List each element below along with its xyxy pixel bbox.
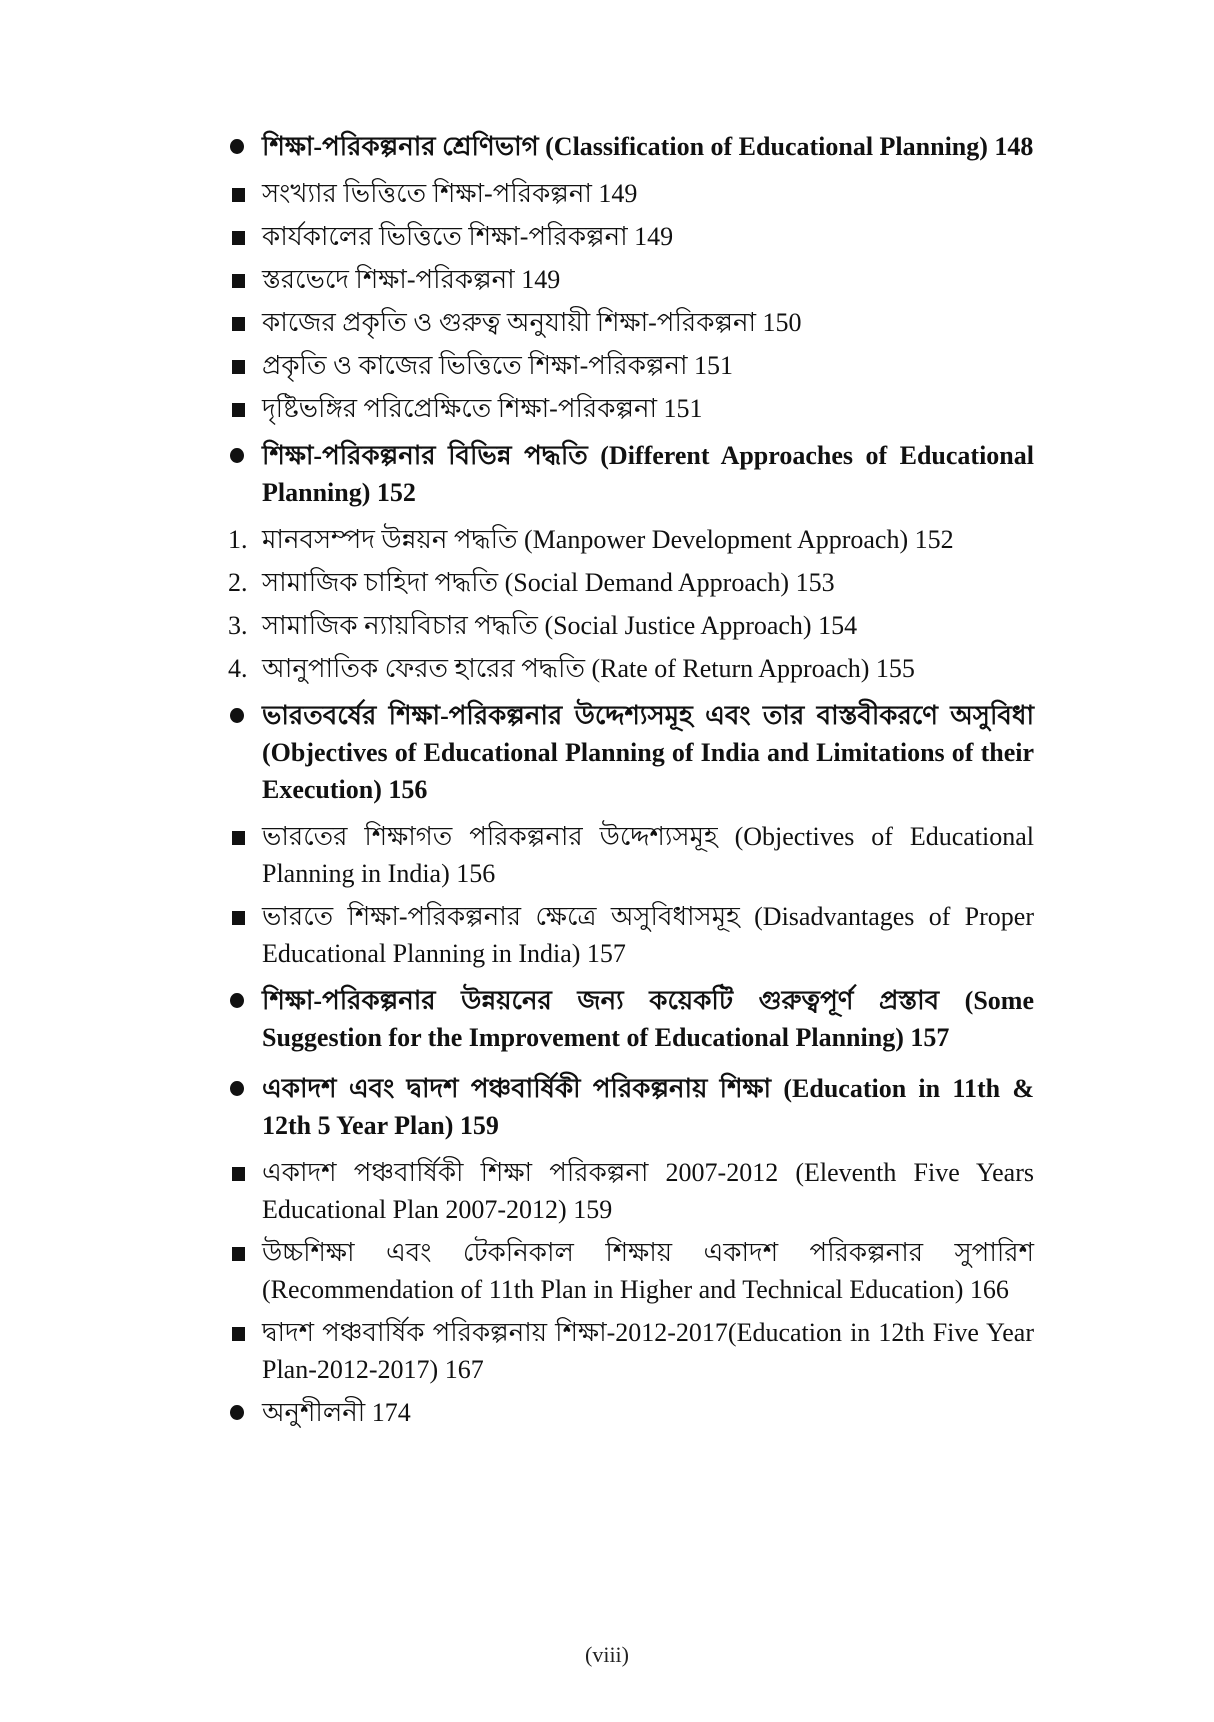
toc-section-title: শিক্ষা-পরিকল্পনার শ্রেণিভাগ (Classification of Educational Planning) 148 [262, 132, 1034, 161]
bullet-icon [230, 1081, 244, 1096]
square-bullet-icon [232, 911, 245, 925]
toc-subsection-list [228, 175, 1034, 427]
toc-subsection-list [228, 1154, 1034, 1388]
toc-subsection [228, 564, 1034, 601]
toc-subsection [228, 1314, 1034, 1388]
toc-section [228, 437, 1034, 511]
toc-subsection [228, 218, 1034, 255]
toc-subsection [228, 521, 1034, 558]
toc-section-title: শিক্ষা-পরিকল্পনার বিভিন্ন পদ্ধতি (Different Approaches of Educational Planning) 152 [262, 441, 1034, 507]
toc-subsection-title: স্তরভেদে শিক্ষা-পরিকল্পনা 149 [262, 265, 561, 294]
toc-section [228, 697, 1034, 808]
toc-section-title: ভারতবর্ষের শিক্ষা-পরিকল্পনার উদ্দেশ্যসমূহ এবং তার বাস্তবীকরণে অসুবিধা (Objectives of Educational Planning of India and Limitations of their Execution) 156 [262, 701, 1034, 804]
toc-subsection-title: আনুপাতিক ফেরত হারের পদ্ধতি (Rate of Return Approach) 155 [262, 654, 915, 683]
square-bullet-icon [232, 1327, 245, 1341]
toc-subsection-list [228, 818, 1034, 972]
toc-section [228, 1394, 1034, 1431]
list-number: 4. [228, 654, 248, 683]
toc-subsection-title: কার্যকালের ভিত্তিতে শিক্ষা-পরিকল্পনা 149 [262, 222, 674, 251]
toc-subsection [228, 261, 1034, 298]
list-number: 3. [228, 611, 248, 640]
toc-subsection-title: ভারতের শিক্ষাগত পরিকল্পনার উদ্দেশ্যসমূহ (Objectives of Educational Planning in India) 156 [262, 822, 1034, 888]
table-of-contents [228, 128, 1034, 1441]
square-bullet-icon [232, 831, 245, 845]
bullet-icon [230, 708, 244, 723]
toc-section-title: শিক্ষা-পরিকল্পনার উন্নয়নের জন্য কয়েকটি গুরুত্বপূর্ণ প্রস্তাব (Some Suggestion for the Improvement of Educational Planning) 157 [262, 986, 1034, 1052]
toc-section [228, 1070, 1034, 1144]
square-bullet-icon [232, 1167, 245, 1181]
bullet-icon [230, 139, 244, 154]
toc-subsection [228, 175, 1034, 212]
toc-subsection-title: দৃষ্টিভঙ্গির পরিপ্রেক্ষিতে শিক্ষা-পরিকল্পনা 151 [262, 394, 703, 423]
square-bullet-icon [232, 360, 245, 374]
list-number: 1. [228, 525, 248, 554]
square-bullet-icon [232, 188, 245, 202]
square-bullet-icon [232, 1247, 245, 1261]
toc-section [228, 128, 1034, 165]
toc-subsection [228, 818, 1034, 892]
list-number: 2. [228, 568, 248, 597]
bullet-icon [230, 993, 244, 1008]
toc-subsection [228, 304, 1034, 341]
toc-section [228, 982, 1034, 1056]
toc-subsection-title: সামাজিক ন্যায়বিচার পদ্ধতি (Social Justice Approach) 154 [262, 611, 858, 640]
square-bullet-icon [232, 403, 245, 417]
square-bullet-icon [232, 317, 245, 331]
toc-subsection-title: কাজের প্রকৃতি ও গুরুত্ব অনুযায়ী শিক্ষা-পরিকল্পনা 150 [262, 308, 802, 337]
toc-subsection-title: সামাজিক চাহিদা পদ্ধতি (Social Demand Approach) 153 [262, 568, 835, 597]
toc-subsection-title: দ্বাদশ পঞ্চবার্ষিক পরিকল্পনায় শিক্ষা-2012-2017(Education in 12th Five Year Plan-2012-2017) 167 [262, 1318, 1034, 1384]
square-bullet-icon [232, 231, 245, 245]
toc-section-title: অনুশীলনী 174 [262, 1398, 411, 1427]
square-bullet-icon [232, 274, 245, 288]
toc-subsection [228, 347, 1034, 384]
toc-subsection-title: উচ্চশিক্ষা এবং টেকনিকাল শিক্ষায় একাদশ পরিকল্পনার সুপারিশ (Recommendation of 11th Plan in Higher and Technical Education) 166 [262, 1238, 1034, 1304]
bullet-icon [230, 1405, 244, 1420]
toc-subsection-title: মানবসম্পদ উন্নয়ন পদ্ধতি (Manpower Development Approach) 152 [262, 525, 954, 554]
toc-subsection [228, 607, 1034, 644]
page-number: (viii) [585, 1642, 629, 1667]
toc-subsection-title: একাদশ পঞ্চবার্ষিকী শিক্ষা পরিকল্পনা 2007-2012 (Eleventh Five Years Educational Plan 2007-2012) 159 [262, 1158, 1034, 1224]
toc-subsection [228, 1154, 1034, 1228]
toc-subsection-list [228, 521, 1034, 687]
toc-subsection-title: সংখ্যার ভিত্তিতে শিক্ষা-পরিকল্পনা 149 [262, 179, 638, 208]
toc-subsection [228, 390, 1034, 427]
bullet-icon [230, 448, 244, 463]
toc-section-title: একাদশ এবং দ্বাদশ পঞ্চবার্ষিকী পরিকল্পনায় শিক্ষা (Education in 11th & 12th 5 Year Plan) 159 [262, 1074, 1034, 1140]
toc-subsection [228, 1234, 1034, 1308]
toc-subsection-title: ভারতে শিক্ষা-পরিকল্পনার ক্ষেত্রে অসুবিধাসমূহ (Disadvantages of Proper Educational Planning in India) 157 [262, 902, 1034, 968]
toc-subsection [228, 898, 1034, 972]
toc-subsection-title: প্রকৃতি ও কাজের ভিত্তিতে শিক্ষা-পরিকল্পনা 151 [262, 351, 734, 380]
toc-subsection [228, 650, 1034, 687]
